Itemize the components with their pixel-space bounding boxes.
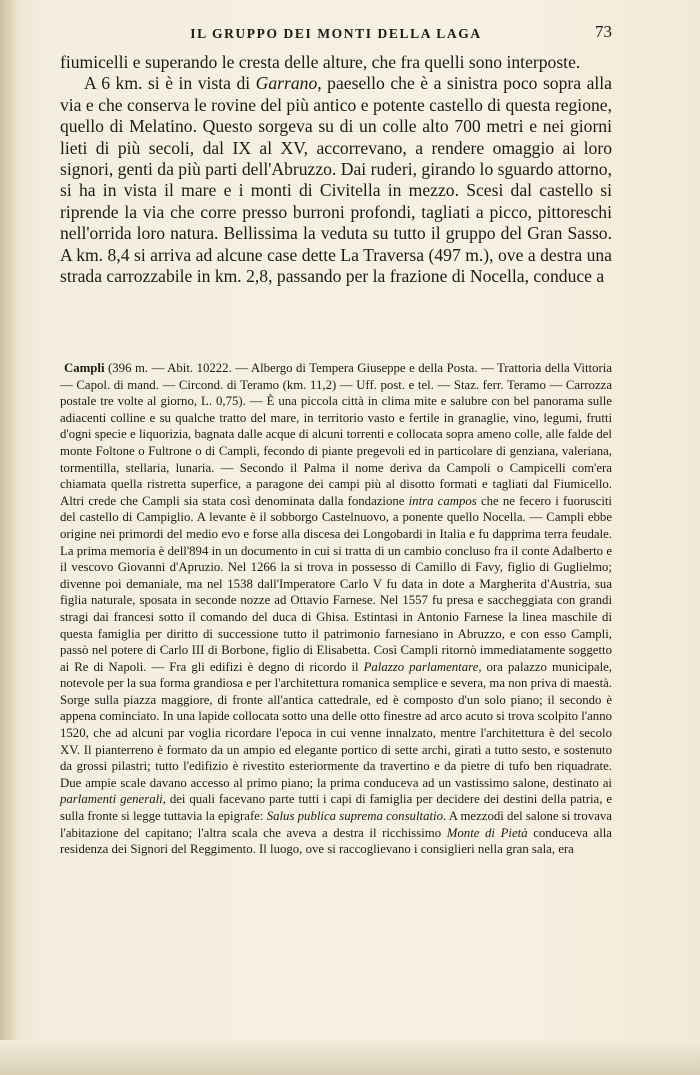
- town-name-campli: Campli: [64, 361, 105, 375]
- italic-monte-di-pieta: Monte di Pietà: [446, 825, 528, 840]
- italic-intra-campos: intra campos: [408, 493, 477, 508]
- text-run: conduceva alla residenza dei Signori del Reggimento. Il luogo, ove si raccoglievano i consiglieri nella gran sala, era: [60, 825, 612, 857]
- italic-palazzo-parlamentare: Palazzo parlamentare: [363, 659, 479, 674]
- campli-entry: [60, 360, 612, 858]
- text-run: , paesello che è a sinistra poco sopra alla via e che conserva le rovine del più antico e potente castello di questa regione, quello di Melatino. Questo sorgeva su di un colle alto 700 metri e nei giorni lieti di più secoli, dal IX al XV, accorrevano, a rendere omaggio ai loro signori, genti da più parti dell'Abruzzo. Dai ruderi, girando lo sguardo attorno, si ha in vista il mare e i monti di Civitella in mezzo. Scesi dal castello si riprende la via che corre presso burroni profondi, tagliati a picco, pittoreschi nell'orrida loro natura. Bellissima la veduta su tutto il gruppo del Gran Sasso. A km. 8,4 si arriva ad alcune case dette La Traversa (497 m.), ove a destra una strada carrozzabile in km. 2,8, passando per la frazione di Nocella, conduce a: [60, 73, 612, 287]
- text-run: , ora palazzo municipale, notevole per la sua forma grandiosa e per l'architettura romanica semplice e severa, ma non priva di maestà. Sorge sulla piazza maggiore, di fronte all'antica cattedrale, ed è composto d'un solo piano; il secondo è appena cominciato. In una lapide collocata sotto una delle otto finestre ad arco acuto si trova scolpito l'anno 1520, che ad alcuni par voglia ricordare l'epoca in cui venne innalzato, mentre l'architettura è del secolo XV. Il pianterreno è formato da un ampio ed elegante portico di sette archi, girati a tutto sesto, e sostenuto da grossi pilastri; tutto l'edifizio è rivestito esteriormente da travertino e da pietre di tufo ben riquadrate. Due ampie scale davano accesso al primo piano; la prima conduceva ad un vastissimo salone, destinato ai: [60, 659, 613, 790]
- campli-paragraph: [60, 360, 612, 858]
- italic-parlamenti-generali: parlamenti generali: [60, 792, 163, 807]
- text-run: (396 m. — Abit. 10222. — Albergo di Tempera Giuseppe e della Posta. — Trattoria della Vittoria — Capol. di mand. — Circond. di Teramo (km. 11,2) — Uff. post. e tel. — Staz. ferr. Teramo — Carrozza postale tre volte al giorno, L. 0,75). — È una piccola città in clima mite e salubre con bel panorama sulle adiacenti colline e su qualche tratto del mare, in territorio vasto e fertile in granaglie, vino, legumi, frutti d'ogni specie e liquorizia, bagnata dalle acque di alcuni torrenti e collocata sopra ameno colle, alle falde del monte Foltone o Fultrone o di Campli, fecondo di piante pregevoli ed in particolare di genziana, valeriana, tormentilla, stellaria, lunaria. — Secondo il Palma il nome deriva da Campoli o Campicelli com'era chiamata quella ristretta superfice, a paragone dei campi più al disotto formati e tagliati dal Fiumicello. Altri crede che Campli sia stata così denominata dalla fondazione: [60, 361, 612, 508]
- main-text: [60, 52, 612, 287]
- place-name-garrano: Garrano: [255, 73, 318, 94]
- page-bottom-margin: [0, 1040, 700, 1075]
- text-run: . A mezzodì del salone si trovava l'abitazione del capitano; l'altra scala che aveva a destra il ricchissimo: [60, 809, 612, 840]
- page-number: 73: [595, 22, 612, 41]
- text-run: che ne fecero i fuorusciti del castello di Campiglio. A levante è il sobborgo Castelnuovo, a ponente quello Nocella. — Campli ebbe origine nei primordi del medio evo e forse alla discesa dei Longobardi in Italia e fu dapprima terra feudale. La prima memoria è dell'894 in un documento in cui si tratta di un cambio concluso fra il conte Adalberto e il vescovo Giovanni d'Apruzio. Nel 1266 la si trova in possesso di Camillo di Favy, figlio di Guglielmo; divenne poi demaniale, ma nel 1538 dall'Imperatore Carlo V fu data in dote a Margherita d'Austria, sua figlia naturale, sposata in seconde nozze ad Ottavio Farnese. Nel 1557 fu presa e saccheggiata con grandi stragi dai francesi sotto il comando del duca di Ghisa. Estintasi in Antonio Farnese la linea maschile di questa famiglia per diritto di successione tutto il patrimonio farnesiano in Abruzzo, e con esso Campli, passò nel potere di Carlo III di Borbone, figlio di Elisabetta. Così Campli ritornò immediatamente soggetto ai Re di Napoli. — Fra gli edifizi è degno di ricordo il: [60, 493, 612, 674]
- italic-epigraph: Salus publica suprema consultatio: [266, 809, 443, 824]
- running-title: IL GRUPPO DEI MONTI DELLA LAGA: [190, 26, 482, 41]
- text-run: A 6 km. si è in vista di: [84, 73, 256, 94]
- text-run: , dei quali facevano parte tutti i capi di famiglia per decidere dei destini della patria, e sulla fronte si legge tuttavia la epigrafe:: [60, 792, 612, 824]
- page-header: [60, 22, 612, 48]
- page-binding-edge: [0, 0, 18, 1075]
- continuation-paragraph: fiumicelli e superando le cresta delle alture, che fra quelli sono interposte.: [60, 52, 581, 72]
- garrano-paragraph: [60, 73, 612, 287]
